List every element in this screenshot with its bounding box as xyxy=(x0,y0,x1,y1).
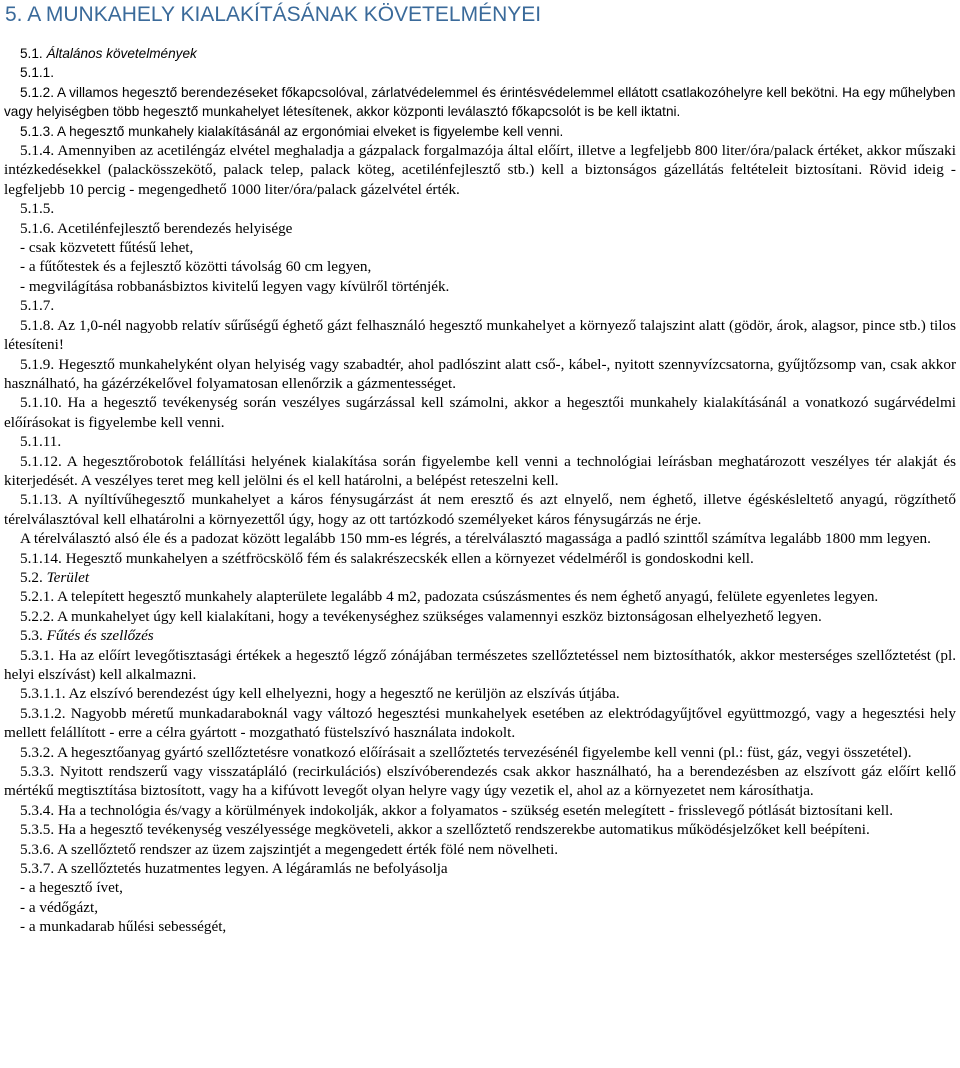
paragraph-5-1-8: 5.1.8. Az 1,0-nél nagyobb relatív sűrűségű éghető gázt felhasználó hegesztő munkahelyet a környező talajszint alatt (gödör, árok, alagsor, pince stb.) tilos létesíteni! xyxy=(4,316,956,354)
list-item: - megvilágítása robbanásbiztos kivitelű legyen vagy kívülről történjék. xyxy=(20,277,450,295)
page-title: 5. A MUNKAHELY KIALAKÍTÁSÁNAK KÖVETELMÉNYEI xyxy=(5,3,542,26)
paragraph-5-1-14: 5.1.14. Hegesztő munkahelyen a szétfröcskölő fém és salakrészecskék ellen a környezet védelméről is gondoskodni kell. xyxy=(20,549,754,567)
section-number: 5.2. xyxy=(20,568,43,586)
paragraph-5-3-1: 5.3.1. Ha az előírt levegőtisztasági értékek a hegesztő légző zónájában természetes szellőztetéssel nem biztosíthatók, akkor mesterséges szellőztetést (pl. helyi elszívást) kell alkalmazni. xyxy=(4,646,956,683)
section-heading-5-2 xyxy=(4,568,956,587)
paragraph-5-1-2: 5.1.2. A villamos hegesztő berendezéseket főkapcsolóval, zárlatvédelemmel és érintésvédelemmel ellátott csatlakozóhelyre kell bekötni. Ha egy műhelyben vagy helyiségben több hegesztő munkahelyet létesítenek, akkor központi leválasztó főkapcsolót is be kell iktatni. xyxy=(4,84,956,120)
section-heading-5-3 xyxy=(4,626,956,645)
section-title: Terület xyxy=(46,568,90,586)
paragraph-5-3-5: 5.3.5. Ha a hegesztő tevékenység veszélyessége megköveteli, akkor a szellőztető rendszerekbe automatikus működésjelzőket kell beépíteni. xyxy=(20,821,870,839)
paragraph-5-2-2: 5.2.2. A munkahelyet úgy kell kialakítani, hogy a tevékenységhez szükséges valamennyi eszköz biztonságosan elhelyezhető legyen. xyxy=(20,607,822,625)
list-item: - a munkadarab hűlési sebességét, xyxy=(20,918,227,936)
list-item: - a védőgázt, xyxy=(20,898,99,916)
paragraph-5-1-12: 5.1.12. A hegesztőrobotok felállítási helyének kialakítása során figyelembe kell venni a technológiai leírásban meghatározott veszélyes tér alakját és kiterjedését. A veszélyes teret meg kell jelölni és el kell határolni, a belépést reteszelni kell. xyxy=(4,452,956,489)
section-number: 5.3. xyxy=(20,627,43,645)
paragraph-5-2-1: 5.2.1. A telepített hegesztő munkahely alapterülete legalább 4 m2, padozata csúszásmentes és nem éghető anyagú, felülete egyenletes legyen. xyxy=(20,588,879,606)
paragraph-5-1-4: 5.1.4. Amennyiben az acetiléngáz elvétel meghaladja a gázpalack forgalmazója által előírt, illetve a legfeljebb 800 liter/óra/palack értéket, akkor műszaki intézkedésekkel (palackösszekötő, palack telep, palack köteg, acetilénfejlesztő stb.) kell a biztonságos gázellátás feltételeit biztosítani. Rövid ideig - legfeljebb 10 percig - megengedhető 1000 liter/óra/palack gázelvétel érték. xyxy=(4,142,956,198)
list-item: - csak közvetett fűtésű lehet, xyxy=(20,239,194,257)
paragraph-5-3-3: 5.3.3. Nyitott rendszerű vagy visszatápláló (recirkulációs) elszívóberendezés csak akkor használható, ha a berendezésben az elszívott gáz előírt kellő mértékű megtisztítása biztosított, vagy ha a kifúvott levegőt olyan helyre vagy úgy vezetik el, ahol az a környezetet nem károsíthatja. xyxy=(4,763,956,800)
paragraph-5-3-1-2: 5.3.1.2. Nagyobb méretű munkadaraboknál vagy változó hegesztési munkahelyek esetében az elektródagyűjtővel együttmozgó, vagy a hegesztési hely mellett felállított - erre a célra gyártott - mozgatható füstelszívó használata indokolt. xyxy=(4,704,956,742)
paragraph-5-3-1-1: 5.3.1.1. Az elszívó berendezést úgy kell elhelyezni, hogy a hegesztő ne kerüljön az elszívás útjába. xyxy=(20,685,620,703)
paragraph-5-1-13: 5.1.13. A nyíltívűhegesztő munkahelyet a káros fénysugárzást át nem eresztő és azt elnyelő, nem éghető, illetve égéskésleltető anyagú, rögzíthető térelválasztóval kell elhatárolni a környezettől úgy, hogy az ott tartózkodó személyeket káros fénysugárzás ne érje. xyxy=(4,491,956,528)
paragraph-5-1-5: 5.1.5. xyxy=(20,200,55,218)
section-title: Általános követelmények xyxy=(46,46,197,61)
paragraph-5-3-4: 5.3.4. Ha a technológia és/vagy a körülmények indokolják, akkor a folyamatos - szükség esetén melegített - frisslevegő pótlását biztosítani kell. xyxy=(20,801,894,819)
paragraph-5-1-9: 5.1.9. Hegesztő munkahelyként olyan helyiség vagy szabadtér, ahol padlószint alatt cső-, kábel-, nyitott szennyvízcsatorna, gyűjtőzsomp van, csak akkor használható, ha gázérzékelővel folyamatosan ellenőrzik a gázmentességet. xyxy=(4,355,956,392)
paragraph-5-1-13-continued: A térelválasztó alsó éle és a padozat között legalább 150 mm-es légrés, a térelválasztó magassága a padló szinttől számítva legalább 1800 mm legyen. xyxy=(20,530,931,548)
paragraph-5-1-7: 5.1.7. xyxy=(20,297,55,315)
list-item: - a fűtőtestek és a fejlesztő közötti távolság 60 cm legyen, xyxy=(20,258,372,276)
section-number: 5.1. xyxy=(20,46,43,61)
paragraph-5-1-10: 5.1.10. Ha a hegesztő tevékenység során veszélyes sugárzással kell számolni, akkor a hegesztői munkahely kialakításánál a vonatkozó sugárvédelmi előírásokat is figyelembe kell venni. xyxy=(4,394,956,431)
paragraph-5-3-6: 5.3.6. A szellőztető rendszer az üzem zajszintjét a megengedett érték fölé nem növelheti. xyxy=(20,840,559,858)
paragraph-5-1-11: 5.1.11. xyxy=(20,433,62,451)
section-heading-5-1 xyxy=(4,44,956,63)
paragraph-5-1-3: 5.1.3. A hegesztő munkahely kialakításánál az ergonómiai elveket is figyelembe kell venni. xyxy=(20,123,564,139)
section-title: Fűtés és szellőzés xyxy=(46,627,154,645)
paragraph-5-3-2: 5.3.2. A hegesztőanyag gyártó szellőztetésre vonatkozó előírásait a szellőztetés tervezésénél figyelembe kell venni (pl.: füst, gáz, vegyi összetétel). xyxy=(20,743,912,761)
paragraph-5-1-1: 5.1.1. xyxy=(20,65,55,81)
paragraph-5-3-7: 5.3.7. A szellőztetés huzatmentes legyen. A légáramlás ne befolyásolja xyxy=(20,860,448,878)
document-body xyxy=(4,44,956,937)
list-item: - a hegesztő ívet, xyxy=(20,879,123,897)
paragraph-5-1-6: 5.1.6. Acetilénfejlesztő berendezés helyisége xyxy=(20,219,293,237)
